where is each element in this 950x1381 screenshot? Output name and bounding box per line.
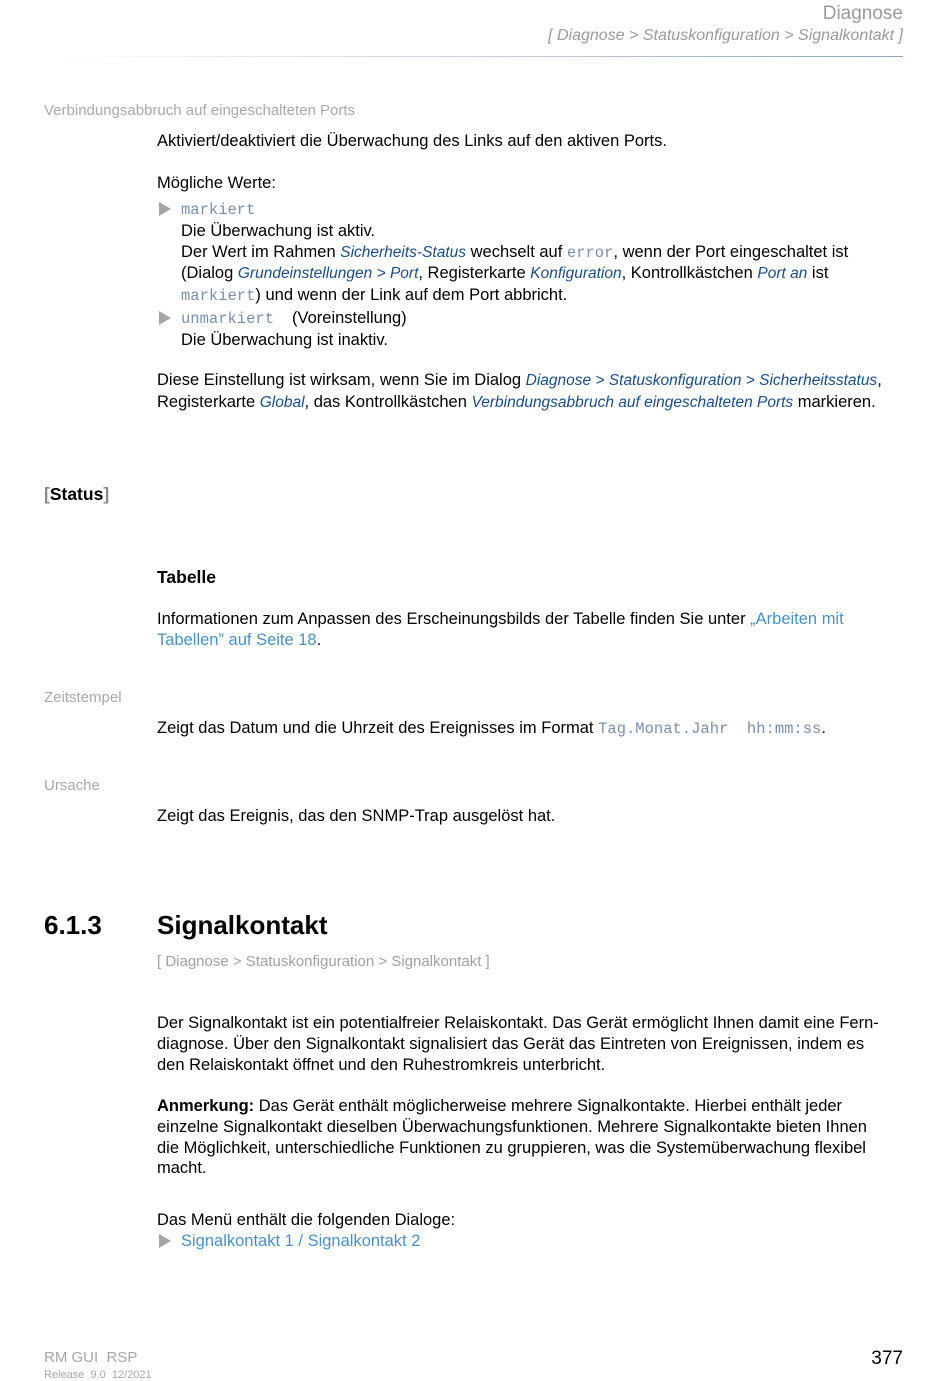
ui-ref-verbindungsabbruch: Verbindungsabbruch auf eingeschalteten Ports: [471, 393, 794, 411]
field-desc-ursache: Zeigt das Ereignis, das den SNMP-Trap ausgelöst hat.: [157, 807, 556, 825]
field-desc-zeitstempel: Zeigt das Datum und die Uhrzeit des Ereignisses im Format Tag.Monat.Jahr hh:mm:ss.: [157, 719, 826, 738]
chapter-note: Anmerkung: Das Gerät enthält möglicherweise mehrere Signalkontakte. Hierbei enthält jeder einzelne Signalkontakt dieselben Überwachungsfunktionen. Mehrere Signalkontakte bieten Ihnen die Möglichkeit, unterschiedliche Funktionen zu gruppieren, was die Systemüberwachung flexibel macht.: [157, 1097, 867, 1178]
table-info: Informationen zum Anpassen des Erscheinungsbilds der Tabelle finden Sie unter „Arbeiten mit Tabellen” auf Seite 18.: [157, 610, 844, 649]
values-intro: Mögliche Werte:: [157, 174, 276, 192]
header-divider: [50, 56, 903, 57]
section-heading-status: [Status]: [44, 484, 110, 504]
chapter-number: 6.1.3: [44, 910, 102, 940]
ui-ref-grundeinstellungen-port: Grundeinstellungen > Port: [237, 265, 419, 283]
option-line: Die Überwachung ist aktiv.: [181, 221, 376, 240]
ui-ref-konfiguration: Konfiguration: [530, 265, 622, 283]
setting-note: Diese Einstellung ist wirksam, wenn Sie im Dialog Diagnose > Statuskonfiguration > Sicherheitsstatus, Registerkarte Global, das Kontrollkästchen Verbindungsabbruch auf eingeschalteten Ports markieren.: [157, 371, 882, 411]
ui-ref-sicherheitsstatus: Diagnose > Statuskonfiguration > Sicherheitsstatus: [525, 372, 878, 389]
chapter-intro: Der Signalkontakt ist ein potentialfreier Relaiskontakt. Das Gerät ermöglicht Ihnen damit eine Fern- diagnose. Über den Signalkontakt signalisiert das Gerät das Eintreten von Ereignissen, indem es den Relaiskontakt öffnet und den Ruhestromkreis unterbricht.: [157, 1014, 879, 1074]
ui-ref-global: Global: [259, 393, 305, 411]
value-error: error: [566, 243, 614, 262]
option-line: Die Überwachung ist inaktiv.: [181, 330, 388, 349]
field-label-ursache: Ursache: [44, 777, 100, 794]
bullet-triangle-icon: [159, 202, 171, 216]
chapter-title: Signalkontakt: [157, 910, 328, 940]
chapter-breadcrumb: [ Diagnose > Statuskonfiguration > Signalkontakt ]: [157, 953, 490, 970]
default-note: (Voreinstellung): [292, 309, 407, 327]
menu-intro: Das Menü enthält die folgenden Dialoge:: [157, 1211, 456, 1229]
header-breadcrumb: [ Diagnose > Statuskonfiguration > Signalkontakt ]: [548, 27, 903, 44]
note-label: Anmerkung:: [157, 1097, 255, 1115]
subheading-tabelle: Tabelle: [157, 567, 217, 587]
header-title: Diagnose: [822, 3, 903, 24]
xref-link-tabellen[interactable]: „Arbeiten mit: [750, 610, 844, 628]
field-label-zeitstempel: Zeitstempel: [44, 689, 122, 706]
page-number: 377: [871, 1348, 903, 1369]
xref-link-tabellen-cont[interactable]: Tabellen” auf Seite 18: [157, 630, 317, 649]
ui-ref-port-an: Port an: [757, 265, 808, 283]
bullet-triangle-icon: [159, 311, 171, 325]
option-line: Der Wert im Rahmen Sicherheits-Status wechselt auf error, wenn der Port eingeschaltet ist: [181, 242, 849, 262]
value-markiert: markiert: [181, 201, 256, 219]
footer-release: Release 9.0 12/2021: [44, 1369, 152, 1381]
ui-ref-sicherheits-status: Sicherheits-Status: [340, 243, 467, 261]
option-line: (Dialog Grundeinstellungen > Port, Registerkarte Konfiguration, Kontrollkästchen Port an ist: [181, 264, 829, 283]
footer-product: RM GUI RSP: [44, 1349, 138, 1366]
timestamp-format: Tag.Monat.Jahr hh:mm:ss: [598, 720, 822, 738]
param-label-link-loss: Verbindungsabbruch auf eingeschalteten Ports: [44, 102, 356, 119]
value-markiert-inline: markiert: [181, 287, 256, 306]
list-item-unmarkiert: [157, 308, 905, 350]
param-description: Aktiviert/deaktiviert die Überwachung des Links auf den aktiven Ports.: [157, 132, 667, 150]
list-item-markiert: [157, 199, 905, 306]
option-line: markiert) und wenn der Link auf dem Port abbricht.: [181, 286, 568, 306]
menu-list-item: [157, 1231, 905, 1253]
bullet-triangle-icon: [159, 1234, 171, 1248]
value-unmarkiert: unmarkiert: [181, 310, 275, 328]
menu-link-signalkontakt[interactable]: Signalkontakt 1 / Signalkontakt 2: [181, 1232, 421, 1250]
